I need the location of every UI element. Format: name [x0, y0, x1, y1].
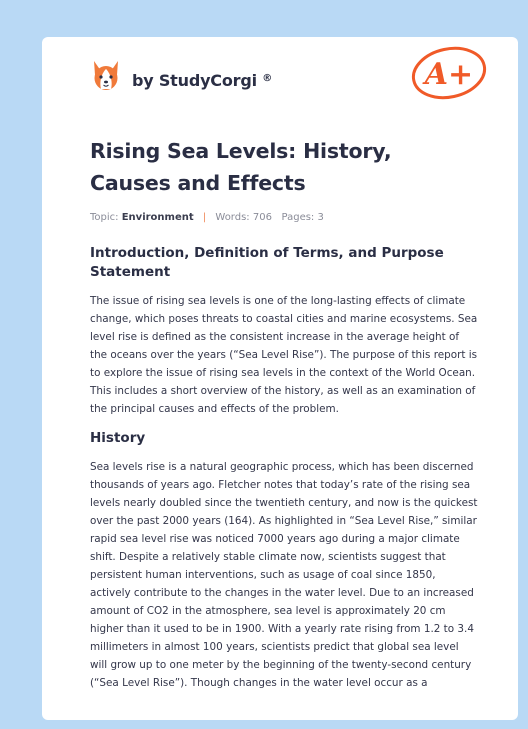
- registered-mark: ®: [262, 73, 273, 84]
- brand-name[interactable]: by StudyCorgi ®: [132, 71, 273, 90]
- page-title: Rising Sea Levels: History, Causes and Effects: [90, 139, 392, 195]
- words-label: Words:: [215, 212, 250, 223]
- pages-value: 3: [317, 212, 324, 223]
- section-heading-introduction: Introduction, Definition of Terms, and Purpose Statement: [90, 245, 444, 280]
- words-value: 706: [252, 212, 272, 223]
- corgi-logo-icon: [90, 59, 122, 93]
- pages-label: Pages:: [281, 212, 315, 223]
- section-body-history: Sea levels rise is a natural geographic process, which has been discerned thousands of years ago. Fletcher notes that today’s rate of the rising sea levels nearly doubled since the twentieth century, and now is the quickest over the past 2000 years (164). As highlighted in “Sea Level Rise,” similar rapid sea level rise was noticed 7000 years ago during a major climate shift. Despite a relatively stable climate now, scientists suggest that persistent human interventions, such as usage of coal since 1850, actively contribute to the changes in the water level. Due to an increased amount of CO2 in the atmosphere, sea level is approximately 20 cm higher than it used to be in 1900. With a yearly rate rising from 1.2 to 3.4 millimeters in almost 100 years, scientists predict that global sea level will grow up to one meter by the beginning of the twenty-second century (“Sea Level Rise”). Though changes in the water level occur as a: [90, 461, 478, 689]
- topic-label: Topic:: [90, 212, 119, 223]
- a-plus-badge-icon: [408, 45, 490, 101]
- document-page: [42, 37, 518, 720]
- badge-text: A+: [424, 57, 474, 92]
- meta-separator: |: [202, 212, 207, 223]
- article: [90, 135, 478, 692]
- section-body-introduction: The issue of rising sea levels is one of the long-lasting effects of climate change, which poses threats to coastal cities and marine ecosystems. Sea level rise is defined as the consistent increase in the average height of the oceans over the years (“Sea Level Rise”). The purpose of this report is to explore the issue of rising sea levels in the context of the World Ocean. This includes a short overview of the history, as well as an examination of the principal causes and effects of the problem.: [90, 295, 478, 415]
- document-meta: [90, 212, 478, 223]
- section-heading-history: History: [90, 430, 146, 446]
- topic-value[interactable]: Environment: [121, 212, 194, 223]
